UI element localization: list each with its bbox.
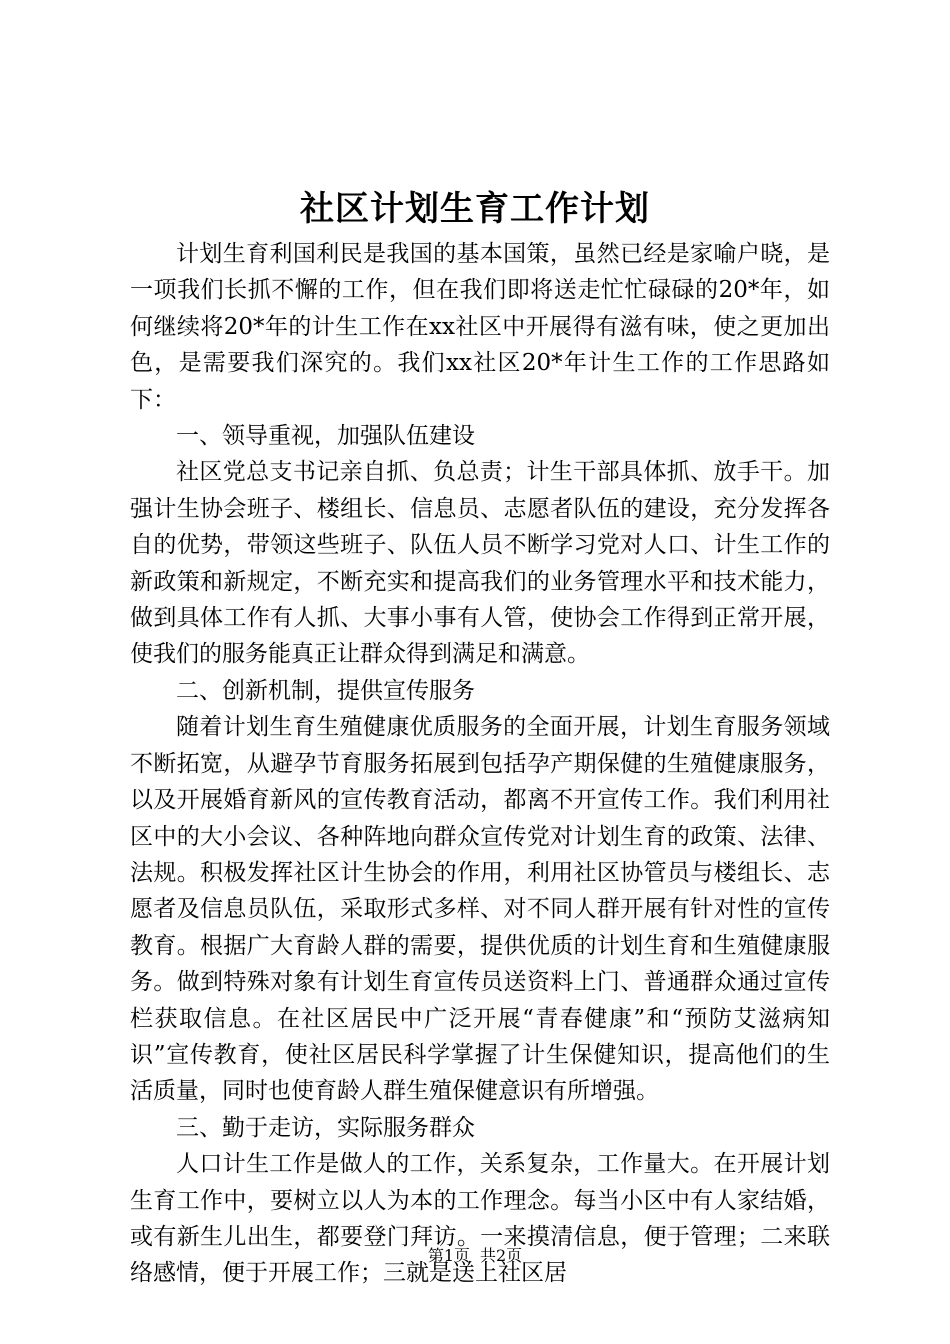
paragraph-section-1: 社区党总支书记亲自抓、负总责；计生干部具体抓、放手干。加强计生协会班子、楼组长、信息员、志愿者队伍的建设，充分发挥各自的优势，带领这些班子、队伍人员不断学习党对人口、计生工作的新政策和新规定，不断充实和提高我们的业务管理水平和技术能力，做到具体工作有人抓、大事小事有人管，使协会工作得到正常开展，使我们的服务能真正让群众得到满足和满意。 [130, 459, 830, 668]
paragraph-section-3: 人口计生工作是做人的工作，关系复杂，工作量大。在开展计划生育工作中，要树立以人为本的工作理念。每当小区中有人家结婚，或有新生儿出生，都要登门拜访。一来摸清信息，便于管理；二来联络感情，便于开展工作；三就是送上社区居 [130, 1151, 830, 1287]
section-heading-3: 三、勤于走访，实际服务群众 [176, 1114, 475, 1141]
paragraph-section-2: 随着计划生育生殖健康优质服务的全面开展，计划生育服务领域不断拓宽，从避孕节育服务拓展到包括孕产期保健的生殖健康服务，以及开展婚育新风的宣传教育活动，都离不开宣传工作。我们利用社区中的大小会议、各种阵地向群众宣传党对计划生育的政策、法律、法规。积极发挥社区计生协会的作用，利用社区协管员与楼组长、志愿者及信息员队伍，采取形式多样、对不同人群开展有针对性的宣传教育。根据广大育龄人群的需要，提供优质的计划生育和生殖健康服务。做到特殊对象有计划生育宣传员送资料上门、普通群众通过宣传栏获取信息。在社区居民中广泛开展“青春健康”和“预防艾滋病知识”宣传教育，使社区居民科学掌握了计生保健知识，提高他们的生活质量，同时也使育龄人群生殖保健意识有所增强。 [130, 714, 830, 1105]
section-heading-1: 一、领导重视，加强队伍建设 [176, 423, 475, 450]
page-total: 共2页 [480, 1246, 523, 1265]
paragraph-intro: 计划生育利国利民是我国的基本国策，虽然已经是家喻户晓，是一项我们长抓不懈的工作，但在我们即将送走忙忙碌碌的20*年，如何继续将20*年的计生工作在xx社区中开展得有滋有味，使之更加出色，是需要我们深究的。我们xx社区20*年计生工作的工作思路如下： [130, 241, 830, 413]
page-footer [0, 1244, 950, 1268]
document-body [130, 236, 830, 1292]
page-number: 第1页 [427, 1246, 470, 1265]
document-title: 社区计划生育工作计划 [300, 189, 650, 229]
section-heading-2: 二、创新机制，提供宣传服务 [176, 677, 475, 704]
